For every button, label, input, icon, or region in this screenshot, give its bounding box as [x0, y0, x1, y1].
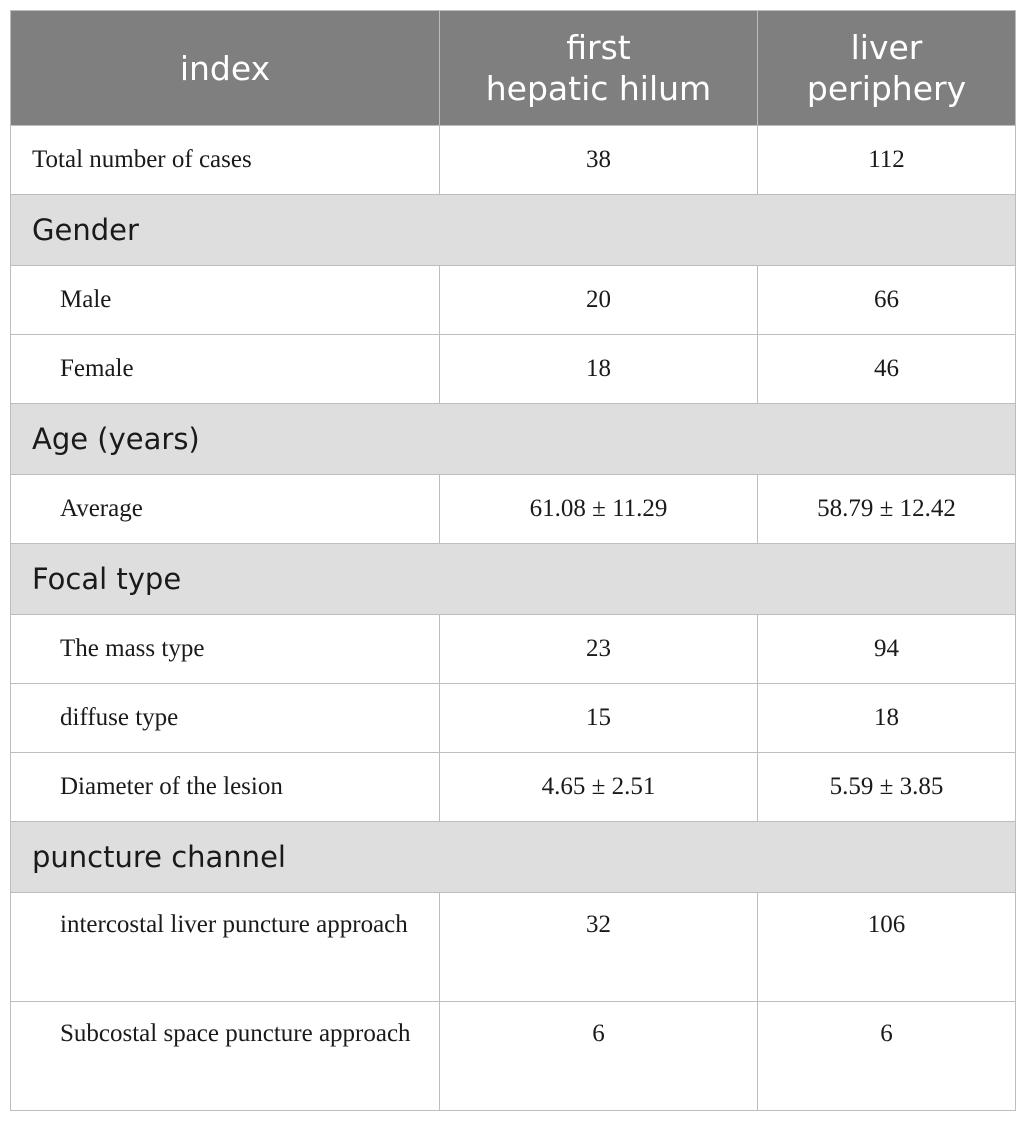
cell-value: 61.08 ± 11.29 — [529, 495, 668, 522]
section-row — [11, 544, 1016, 615]
row-label-text: Total number of cases — [32, 146, 252, 173]
cell-liver-periphery — [758, 753, 1016, 822]
header-liver-periphery: liver periphery — [758, 11, 1016, 126]
cell-value: 18 — [586, 355, 611, 382]
table-row — [11, 684, 1016, 753]
cell-value: 6 — [880, 1020, 893, 1047]
cell-value: 23 — [586, 635, 611, 662]
section-row — [11, 195, 1016, 266]
cell-liver-periphery — [758, 893, 1016, 1002]
header-index: index — [11, 11, 440, 126]
row-label — [11, 615, 440, 684]
table-row — [11, 475, 1016, 544]
cell-first-hepatic-hilum — [440, 266, 758, 335]
cell-liver-periphery — [758, 126, 1016, 195]
table-row — [11, 126, 1016, 195]
section-row — [11, 822, 1016, 893]
cell-value: 46 — [874, 355, 899, 382]
row-label — [11, 1002, 440, 1111]
table-row — [11, 1002, 1016, 1111]
cell-liver-periphery — [758, 475, 1016, 544]
table-row — [11, 753, 1016, 822]
cell-value: 58.79 ± 12.42 — [817, 495, 956, 522]
row-label-text: Average — [60, 495, 143, 522]
cell-value: 94 — [874, 635, 899, 662]
cell-first-hepatic-hilum — [440, 335, 758, 404]
cell-first-hepatic-hilum — [440, 753, 758, 822]
table-body — [11, 126, 1016, 1111]
table-row — [11, 615, 1016, 684]
row-label-text: Male — [60, 286, 112, 313]
table-container — [10, 10, 1015, 1111]
cell-liver-periphery — [758, 615, 1016, 684]
cell-value: 18 — [874, 704, 899, 731]
cell-liver-periphery — [758, 684, 1016, 753]
section-label: Age (years) — [11, 404, 1016, 475]
section-label: Gender — [11, 195, 1016, 266]
cell-value: 20 — [586, 286, 611, 313]
cell-first-hepatic-hilum — [440, 893, 758, 1002]
row-label — [11, 753, 440, 822]
row-label — [11, 335, 440, 404]
row-label-text: The mass type — [60, 635, 205, 662]
row-label — [11, 684, 440, 753]
data-table — [10, 10, 1016, 1111]
cell-first-hepatic-hilum — [440, 475, 758, 544]
section-label: Focal type — [11, 544, 1016, 615]
cell-value: 32 — [586, 911, 611, 938]
table-row — [11, 266, 1016, 335]
section-row — [11, 404, 1016, 475]
table-row — [11, 335, 1016, 404]
row-label — [11, 266, 440, 335]
row-label — [11, 126, 440, 195]
row-label-text: Female — [60, 355, 134, 382]
section-label: puncture channel — [11, 822, 1016, 893]
cell-liver-periphery — [758, 1002, 1016, 1111]
cell-first-hepatic-hilum — [440, 615, 758, 684]
table-row — [11, 893, 1016, 1002]
cell-first-hepatic-hilum — [440, 126, 758, 195]
row-label-text: intercostal liver puncture approach — [60, 911, 408, 938]
row-label — [11, 475, 440, 544]
row-label-text: Subcostal space puncture approach — [60, 1020, 411, 1047]
cell-value: 5.59 ± 3.85 — [829, 773, 944, 800]
cell-value: 38 — [586, 146, 611, 173]
cell-value: 4.65 ± 2.51 — [541, 773, 656, 800]
cell-value: 6 — [592, 1020, 605, 1047]
cell-liver-periphery — [758, 335, 1016, 404]
header-row — [11, 11, 1016, 126]
cell-liver-periphery — [758, 266, 1016, 335]
cell-value: 66 — [874, 286, 899, 313]
cell-value: 15 — [586, 704, 611, 731]
cell-first-hepatic-hilum — [440, 684, 758, 753]
row-label-text: diffuse type — [60, 704, 179, 731]
cell-first-hepatic-hilum — [440, 1002, 758, 1111]
header-first-hepatic-hilum: first hepatic hilum — [440, 11, 758, 126]
row-label-text: Diameter of the lesion — [60, 773, 283, 800]
cell-value: 112 — [868, 146, 905, 173]
row-label — [11, 893, 440, 1002]
cell-value: 106 — [867, 911, 906, 938]
